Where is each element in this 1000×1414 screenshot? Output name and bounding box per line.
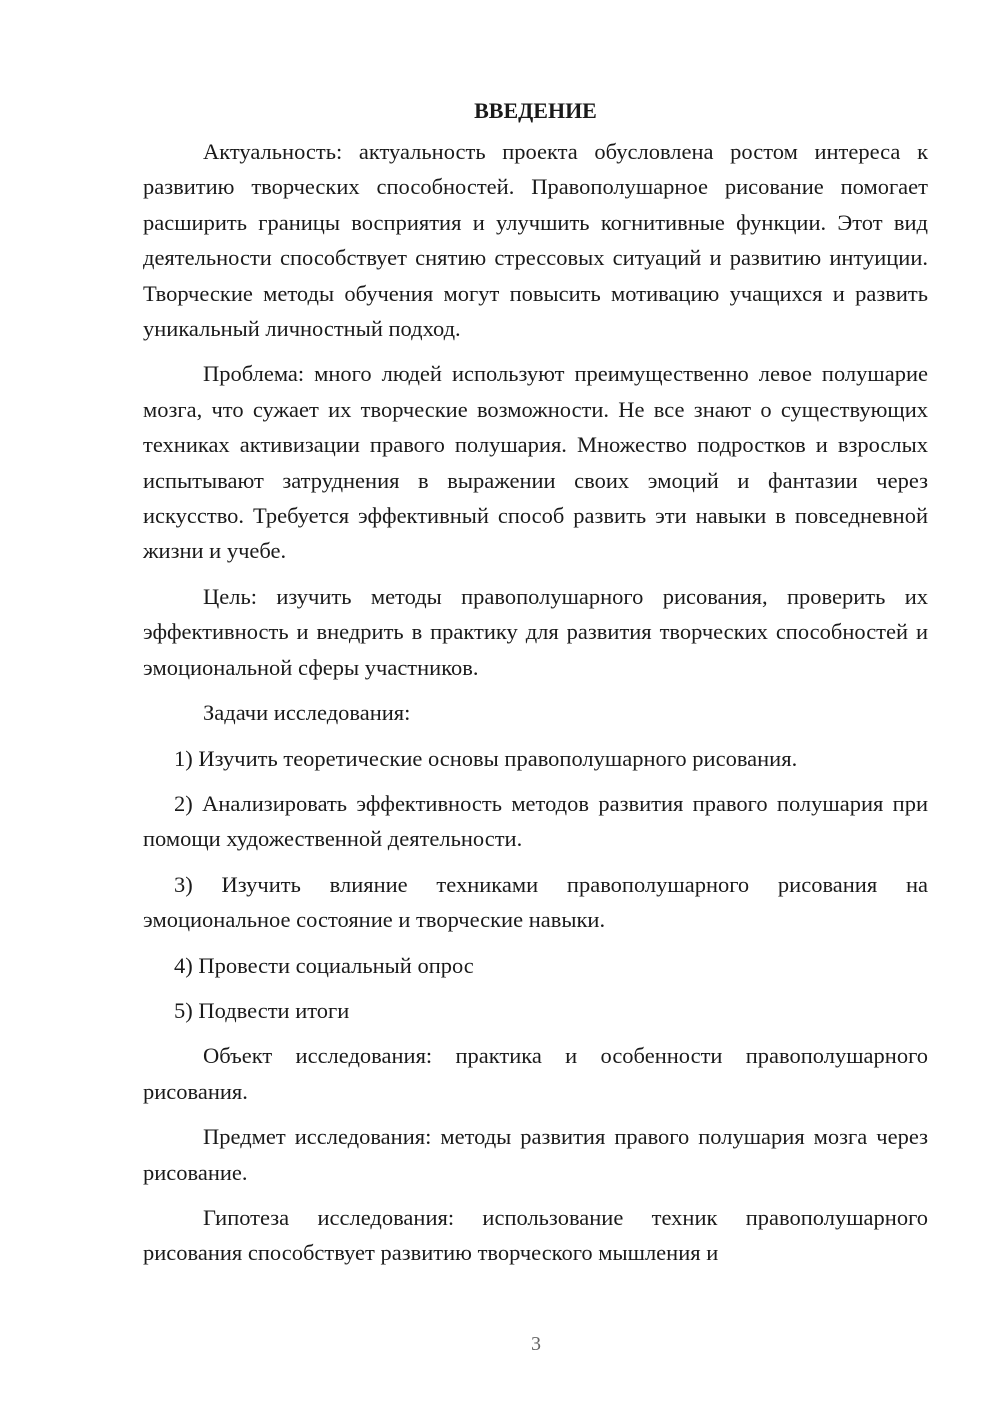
- paragraph-relevance: Актуальность: актуальность проекта обусловлена ростом интереса к развитию творческих способностей. Правополушарное рисование помогает расширить границы восприятия и улучшить когнитивные функции. Этот вид деятельности способствует снятию стрессовых ситуаций и развитию интуиции. Творческие методы обучения могут повысить мотивацию учащихся и развить уникальный личностный подход.: [143, 139, 928, 342]
- page-content: [143, 93, 928, 1281]
- task-item: 1) Изучить теоретические основы правополушарного рисования.: [174, 745, 798, 771]
- section-heading: ВВЕДЕНИЕ: [474, 98, 597, 123]
- paragraph-subject: Предмет исследования: методы развития правого полушария мозга через рисование.: [143, 1124, 928, 1185]
- paragraph-problem: Проблема: много людей используют преимущественно левое полушарие мозга, что сужает их творческие возможности. Не все знают о существующих техниках активизации правого полушария. Множество подростков и взрослых испытывают затруднения в выражении своих эмоций и фантазии через искусство. Требуется эффективный способ развить эти навыки в повседневной жизни и учебе.: [143, 361, 928, 564]
- paragraph-tasks-title: Задачи исследования:: [203, 700, 411, 726]
- paragraph-hypothesis: Гипотеза исследования: использование техник правополушарного рисования способствует развитию творческого мышления и: [143, 1204, 928, 1266]
- task-item: 2) Анализировать эффективность методов развития правого полушария при помощи художественной деятельности.: [143, 790, 928, 852]
- task-item: 4) Провести социальный опрос: [174, 952, 474, 978]
- task-item: 5) Подвести итоги: [174, 997, 350, 1023]
- task-item: 3) Изучить влияние техниками правополушарного рисования на эмоциональное состояние и творческие навыки.: [143, 871, 928, 933]
- page-number: 3: [531, 1333, 541, 1355]
- paragraph-goal: Цель: изучить методы правополушарного рисования, проверить их эффективность и внедрить в практику для развития творческих способностей и эмоциональной сферы участников.: [143, 583, 928, 680]
- paragraph-object: Объект исследования: практика и особенности правополушарного рисования.: [143, 1043, 928, 1104]
